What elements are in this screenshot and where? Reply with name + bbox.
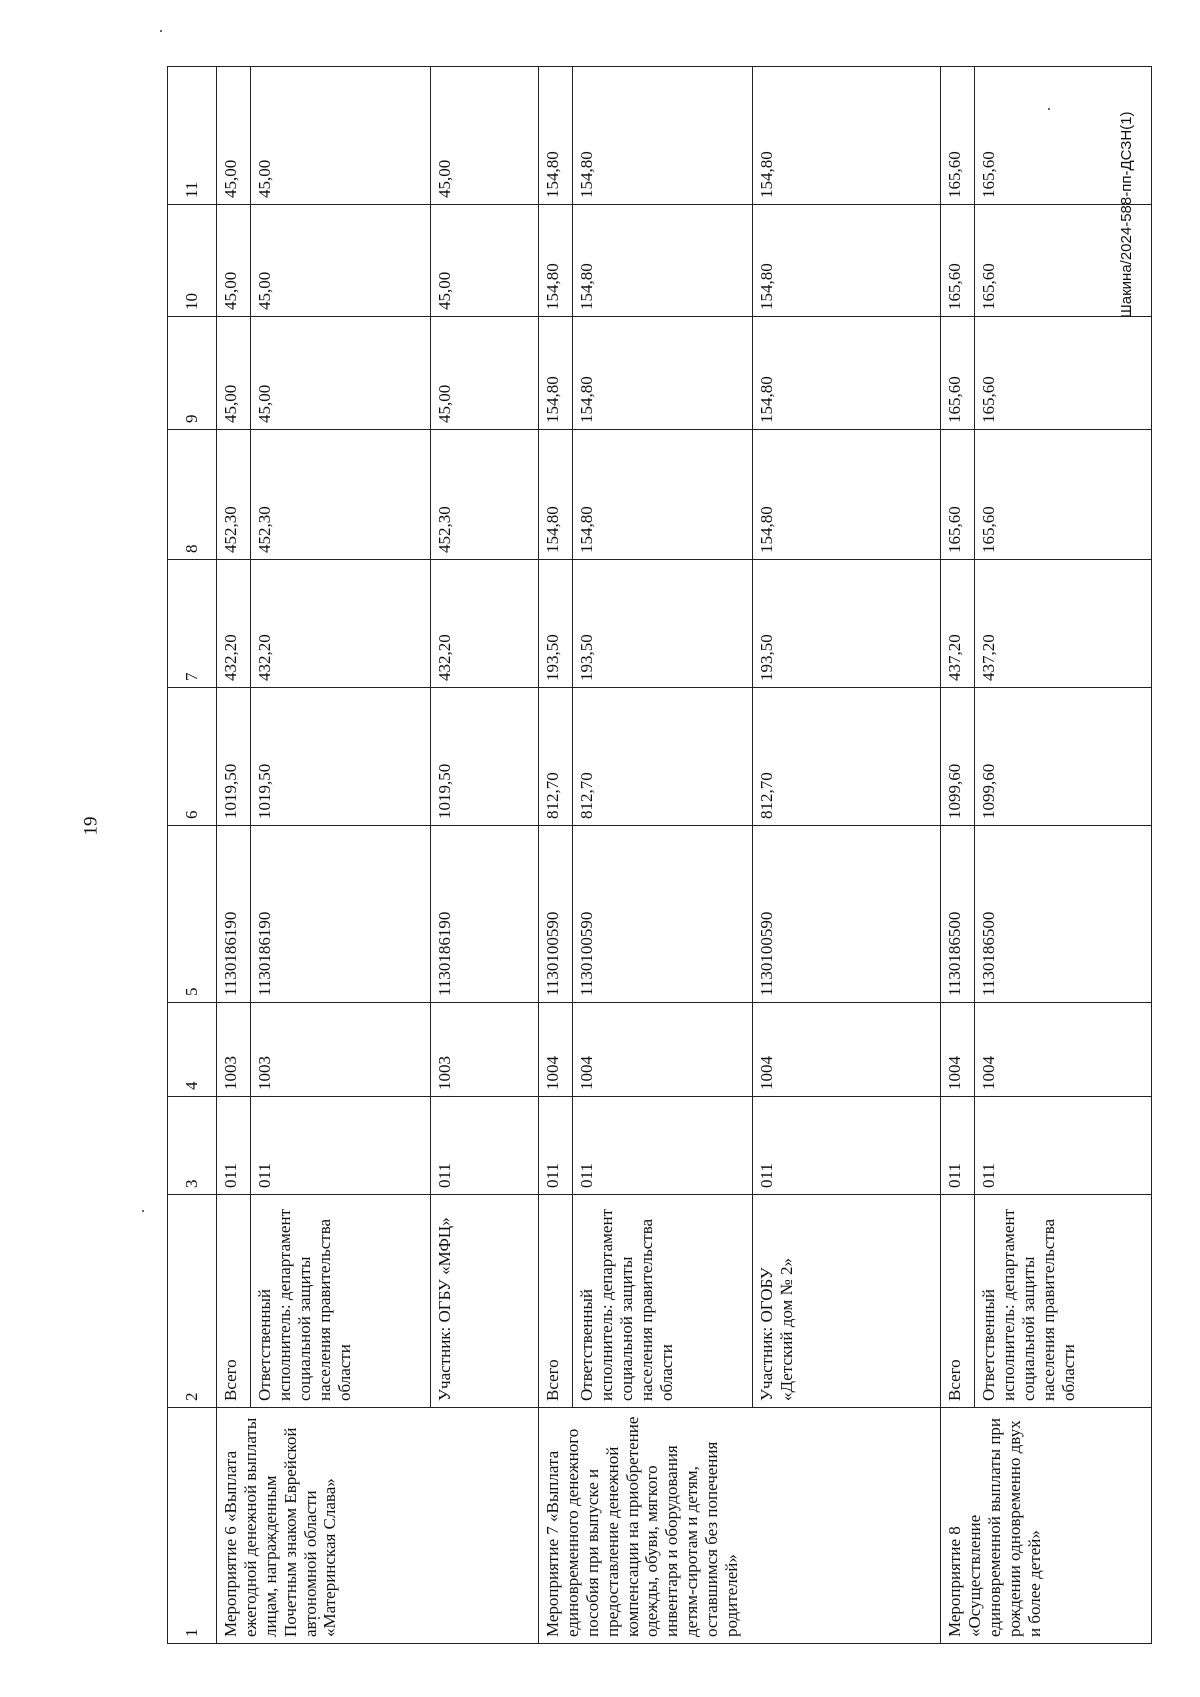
- executor-cell: Ответственный исполнитель: департамент социальной защиты населения правительства области: [573, 1195, 753, 1408]
- scan-speck: [160, 30, 162, 32]
- value-cell: 154,80: [753, 67, 941, 205]
- table-row: [573, 67, 753, 1644]
- value-cell: 154,80: [573, 430, 753, 560]
- header-cell: 10: [168, 205, 217, 317]
- table-body: [168, 67, 1152, 1644]
- executor-cell: Ответственный исполнитель: департамент социальной защиты населения правительства области: [975, 1195, 1152, 1408]
- value-cell: 1130100590: [753, 826, 941, 1003]
- value-cell: 154,80: [539, 317, 573, 430]
- value-cell: 432,20: [431, 560, 539, 688]
- value-cell: 165,60: [941, 430, 975, 560]
- value-cell: 45,00: [251, 317, 431, 430]
- rotated-table-wrapper: [167, 67, 1086, 1644]
- scan-speck: [142, 1210, 144, 1212]
- value-cell: 011: [539, 1097, 573, 1195]
- value-cell: 45,00: [431, 67, 539, 205]
- table-row: [431, 67, 539, 1644]
- value-cell: 1130186190: [431, 826, 539, 1003]
- value-cell: 154,80: [753, 205, 941, 317]
- executor-cell: Участник: ОГБУ «МФЦ»: [431, 1195, 539, 1408]
- header-cell: 4: [168, 1003, 217, 1097]
- table-row: [975, 67, 1152, 1644]
- value-cell: 165,60: [975, 205, 1152, 317]
- value-cell: 437,20: [941, 560, 975, 688]
- executor-cell: Всего: [217, 1195, 251, 1408]
- executor-cell: Всего: [941, 1195, 975, 1408]
- value-cell: 45,00: [251, 205, 431, 317]
- value-cell: 154,80: [539, 430, 573, 560]
- value-cell: 1099,60: [941, 688, 975, 826]
- header-cell: 9: [168, 317, 217, 430]
- value-cell: 812,70: [539, 688, 573, 826]
- executor-cell: Всего: [539, 1195, 573, 1408]
- value-cell: 45,00: [217, 67, 251, 205]
- value-cell: 452,30: [431, 430, 539, 560]
- page-number: 19: [80, 816, 102, 836]
- value-cell: 1003: [251, 1003, 431, 1097]
- value-cell: 1130100590: [539, 826, 573, 1003]
- value-cell: 1130186190: [251, 826, 431, 1003]
- header-cell: 8: [168, 430, 217, 560]
- value-cell: 452,30: [217, 430, 251, 560]
- value-cell: 1130186500: [975, 826, 1152, 1003]
- document-code: Шакина/2024-588-пп-ДСЗН(1): [1118, 111, 1135, 318]
- value-cell: 1004: [539, 1003, 573, 1097]
- value-cell: 165,60: [941, 67, 975, 205]
- budget-table: [167, 66, 1152, 1644]
- value-cell: 011: [217, 1097, 251, 1195]
- table-row: [251, 67, 431, 1644]
- value-cell: 165,60: [975, 430, 1152, 560]
- value-cell: 011: [941, 1097, 975, 1195]
- header-cell: 11: [168, 67, 217, 205]
- value-cell: 1004: [941, 1003, 975, 1097]
- table-row: [941, 67, 975, 1644]
- value-cell: 45,00: [251, 67, 431, 205]
- value-cell: 432,20: [251, 560, 431, 688]
- value-cell: 452,30: [251, 430, 431, 560]
- value-cell: 1004: [753, 1003, 941, 1097]
- value-cell: 011: [753, 1097, 941, 1195]
- value-cell: 193,50: [539, 560, 573, 688]
- table-row: [217, 67, 251, 1644]
- value-cell: 011: [251, 1097, 431, 1195]
- header-cell: 1: [168, 1408, 217, 1644]
- value-cell: 1130186190: [217, 826, 251, 1003]
- value-cell: 154,80: [753, 317, 941, 430]
- header-row: [168, 67, 217, 1644]
- table-row: [753, 67, 941, 1644]
- header-cell: 5: [168, 826, 217, 1003]
- value-cell: 45,00: [431, 205, 539, 317]
- value-cell: 154,80: [573, 205, 753, 317]
- value-cell: 1003: [431, 1003, 539, 1097]
- value-cell: 165,60: [941, 205, 975, 317]
- value-cell: 154,80: [539, 205, 573, 317]
- value-cell: 154,80: [539, 67, 573, 205]
- table-row: [539, 67, 573, 1644]
- value-cell: 1003: [217, 1003, 251, 1097]
- value-cell: 1130100590: [573, 826, 753, 1003]
- header-cell: 6: [168, 688, 217, 826]
- value-cell: 812,70: [573, 688, 753, 826]
- value-cell: 1004: [975, 1003, 1152, 1097]
- value-cell: 1019,50: [251, 688, 431, 826]
- value-cell: 45,00: [431, 317, 539, 430]
- value-cell: 193,50: [573, 560, 753, 688]
- value-cell: 154,80: [753, 430, 941, 560]
- value-cell: 154,80: [573, 317, 753, 430]
- header-cell: 2: [168, 1195, 217, 1408]
- header-cell: 3: [168, 1097, 217, 1195]
- value-cell: 812,70: [753, 688, 941, 826]
- value-cell: 165,60: [975, 317, 1152, 430]
- event-name-cell: Мероприятие 8 «Осуществление единовременной выплаты при рождении одновременно двух и более детей»: [941, 1408, 1152, 1644]
- value-cell: 437,20: [975, 560, 1152, 688]
- value-cell: 011: [573, 1097, 753, 1195]
- value-cell: 1019,50: [431, 688, 539, 826]
- event-name-cell: Мероприятие 7 «Выплата единовременного денежного пособия при выпуске и предоставление денежной компенсации на приобретение одежды, обуви, мягкого инвентаря и оборудования детям-сиротам и детям, оставшимся без попечения родителей»: [539, 1408, 941, 1644]
- value-cell: 45,00: [217, 205, 251, 317]
- value-cell: 165,60: [941, 317, 975, 430]
- value-cell: 011: [431, 1097, 539, 1195]
- value-cell: 1004: [573, 1003, 753, 1097]
- header-cell: 7: [168, 560, 217, 688]
- value-cell: 011: [975, 1097, 1152, 1195]
- event-name-cell: Мероприятие 6 «Выплата ежегодной денежной выплаты лицам, награжденным Почетным знаком Еврейской автономной области «Материнская Слава»: [217, 1408, 539, 1644]
- executor-cell: Участник: ОГОБУ «Детский дом № 2»: [753, 1195, 941, 1408]
- executor-cell: Ответственный исполнитель: департамент социальной защиты населения правительства области: [251, 1195, 431, 1408]
- value-cell: 1019,50: [217, 688, 251, 826]
- value-cell: 1099,60: [975, 688, 1152, 826]
- value-cell: 154,80: [573, 67, 753, 205]
- value-cell: 165,60: [975, 67, 1152, 205]
- value-cell: 45,00: [217, 317, 251, 430]
- value-cell: 432,20: [217, 560, 251, 688]
- value-cell: 1130186500: [941, 826, 975, 1003]
- value-cell: 193,50: [753, 560, 941, 688]
